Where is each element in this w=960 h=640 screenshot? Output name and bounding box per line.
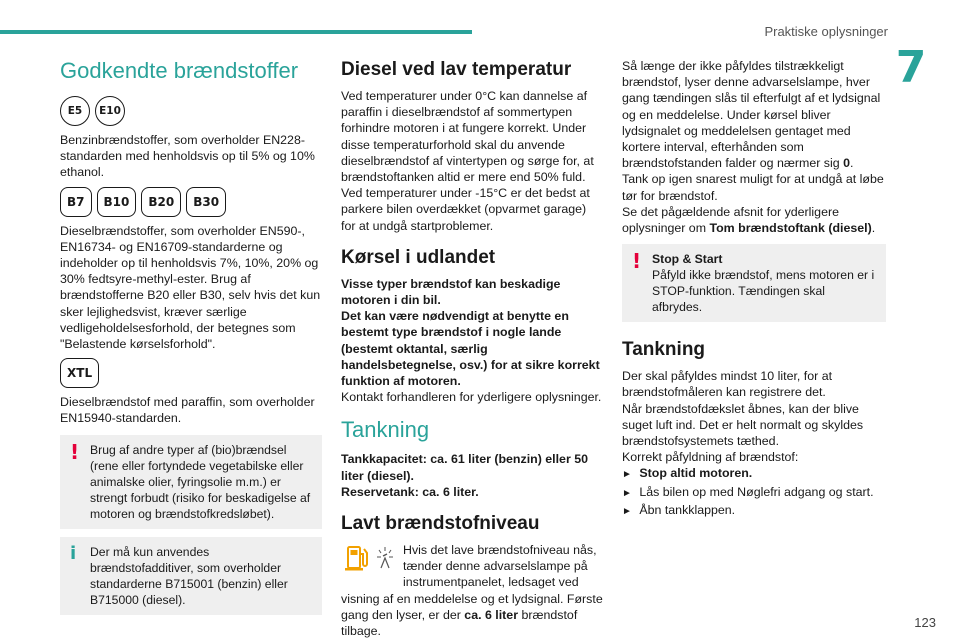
step-text: Stop altid motoren. [639, 466, 753, 481]
fuel-badge-b20-icon: B20 [141, 187, 181, 217]
intro-zero: 0 [843, 156, 850, 171]
low-fuel-paragraph [341, 542, 603, 639]
step-text: Lås bilen op med Nøglefri adgang og start. [639, 484, 874, 499]
list-item [622, 502, 886, 520]
low-fuel-text-b: brændstof tilbage. [341, 607, 578, 639]
paraffin-badge-row [60, 358, 322, 388]
fuel-badge-e10-icon: E10 [95, 96, 125, 126]
intro-text-b: . Tank op igen snarest muligt for at undgå at løbe tør for brændstof. Se det pågældende afsnit for yderligere oplysninger om [622, 156, 884, 236]
fuel-badge-xtl-icon: XTL [60, 358, 99, 388]
heading-low-fuel: Lavt brændstofniveau [341, 513, 540, 535]
fuel-badge-b10-icon: B10 [97, 187, 137, 217]
fuel-badge-b30-icon: B30 [186, 187, 226, 217]
heading-diesel-cold: Diesel ved lav temperatur [341, 59, 572, 80]
arrow-right-icon: ► [622, 469, 632, 481]
diesel-badge-row [60, 187, 322, 217]
empty-tank-reference: Tom brændstoftank (diesel) [709, 221, 872, 236]
diesel-text: Dieselbrændstoffer, som overholder EN590-, EN16734- og EN16709-standarderne og indeholder op til henholdsvis 7%, 10%, 20% og 30% fedtsyre-methyl-ester. Brug af brændstofferne B20 eller B30, selv hvis det kun sker lejlighedsvist, kræver særlige vedligeholdelsesforhold, der betegnes som "Belastende kørselsforhold". [60, 223, 321, 352]
warning-icon: ! [632, 249, 642, 274]
petrol-badge-row [60, 96, 322, 126]
warning-note-text: Brug af andre typer af (bio)brændsel (rene eller fortyndede vegetabilske eller animalske olier, fyringsolie m.m.) er strengt forbudt (risiko for beskadigelse af motoren og brændstofkredsløbet). [90, 442, 311, 521]
tank-capacity: Tankkapacitet: ca. 61 liter (benzin) eller 50 liter (diesel). [341, 452, 588, 483]
info-note [60, 537, 322, 615]
low-fuel-continued [622, 58, 886, 236]
diesel-cold-text: Ved temperaturer under 0°C kan dannelse af paraffin i dieselbrændstof af sommertypen forhindre motoren i at fungere korrekt. Under disse temperaturforhold skal du anvende dieselbrændstof af vintertypen og sørge for, at brændstoftanken altid er mere end 50% fuld. Ved temperaturer under -15°C er det bedst at parkere bilen overdækket (opvarmet garage) for at undgå startproblemer. [341, 89, 594, 233]
stop-start-title: Stop & Start [652, 252, 723, 267]
heading-driving-abroad: Kørsel i udlandet [341, 246, 496, 268]
arrow-right-icon: ► [622, 505, 632, 517]
fuel-badge-e5-icon: E5 [60, 96, 90, 126]
step-text: Åbn tankklappen. [639, 502, 736, 517]
info-note-text: Der må kun anvendes brændstofadditiver, som overholder standarderne B715001 (benzin) eller B715000 (diesel). [90, 544, 288, 607]
section-title: Praktiske oplysninger [764, 24, 888, 39]
arrow-right-icon: ► [622, 487, 632, 499]
refuelling-text: Der skal påfyldes mindst 10 liter, for at brændstofmåleren kan registrere det. Når brændstofdækslet åbnes, kan der blive suget luft ind. Det er helt normalt og skyldes brændstofsystemets tæthed. Korrekt påfyldning af brændstof: [622, 369, 864, 465]
refuelling-steps [622, 465, 886, 520]
abroad-text: Kontakt forhandleren for yderligere oplysninger. [341, 390, 602, 405]
chapter-number: 7 [895, 42, 927, 93]
page-number: 123 [914, 615, 936, 630]
heading-approved-fuels: Godkendte brændstoffer [60, 58, 299, 83]
list-item [622, 484, 886, 502]
info-icon: i [70, 542, 77, 564]
reserve-capacity: Reservetank: ca. 6 liter. [341, 484, 479, 499]
intro-text-c: . [871, 221, 876, 236]
intro-text-a: Så længe der ikke påfyldes tilstrækkeligt brændstof, lyser denne advarselslampe, hver gang tændingen slås til efterfulgt af et lydsignal og en meddelelse. Under kørsel bliver lydsignalet og meddelelsen gentaget med kortere interval, efterhånden som brændstofstanden falder og nærmer sig [622, 59, 881, 171]
column-diesel-cold [341, 58, 603, 639]
low-fuel-text-a: Hvis det lave brændstofniveau nås, tænder denne advarselslampe på instrumentpanelet, ledsaget ved visning af en meddelelse og et lydsignal. Første gang den lyser, er der [341, 543, 603, 622]
warning-note [60, 435, 322, 529]
heading-refuelling: Tankning [341, 417, 430, 443]
stop-start-text: Påfyld ikke brændstof, mens motoren er i STOP-funktion. Tændingen skal afbrydes. [652, 268, 875, 315]
fuel-badge-b7-icon: B7 [60, 187, 92, 217]
header-rule [0, 30, 472, 34]
heading-refuelling-procedure: Tankning [622, 339, 706, 361]
paraffin-text: Dieselbrændstof med paraffin, som overholder EN15940-standarden. [60, 395, 315, 426]
stop-start-note [622, 244, 886, 322]
list-item [622, 465, 886, 483]
column-approved-fuels [60, 58, 322, 623]
column-refuelling [622, 58, 886, 520]
petrol-text: Benzinbrændstoffer, som overholder EN228-standarden med henholdsvis op til 5% og 10% ethanol. [60, 133, 315, 180]
warning-icon: ! [70, 439, 80, 464]
fuel-pump-warning-icon [341, 542, 399, 574]
abroad-bold-text: Visse typer brændstof kan beskadige motoren i din bil. Det kan være nødvendigt at benytte en bestemt type brændstof i nogle lande (bestemt oktantal, særlig handelsbetegnelse, osv.) for at sikre korrekt funktion af motoren. [341, 276, 600, 389]
low-fuel-text-bold: ca. 6 liter [464, 607, 519, 622]
